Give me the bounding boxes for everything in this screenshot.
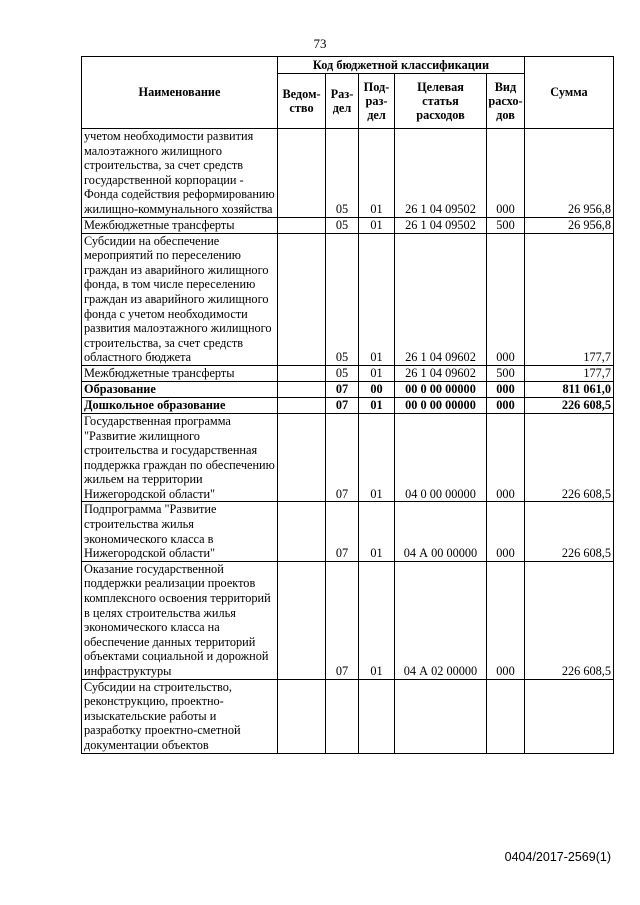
cell-razdel: 05 (326, 217, 359, 233)
table-row (82, 365, 614, 381)
cell-name: Субсидии на строительство, реконструкцию, проектно-изыскательские работы и разработку проектно-сметной документации объектов (82, 679, 278, 753)
cell-sum: 177,7 (525, 365, 614, 381)
cell-tselevaya: 26 1 04 09602 (395, 365, 487, 381)
cell-name: Межбюджетные трансферты (82, 365, 278, 381)
table-row (82, 413, 614, 502)
table-row (82, 561, 614, 679)
header-razdel: Раз- дел (326, 74, 359, 129)
cell-sum: 26 956,8 (525, 129, 614, 218)
table-header (82, 57, 614, 129)
cell-vid (487, 679, 525, 753)
cell-vedomstvo (278, 365, 326, 381)
cell-name: Подпрограмма "Развитие строительства жилья экономического класса в Нижегородской области" (82, 502, 278, 561)
table-row (82, 129, 614, 218)
cell-podrazdel (359, 679, 395, 753)
budget-table (81, 56, 614, 754)
cell-podrazdel: 01 (359, 233, 395, 365)
cell-vedomstvo (278, 561, 326, 679)
cell-razdel: 05 (326, 365, 359, 381)
cell-razdel: 07 (326, 397, 359, 413)
cell-name: Субсидии на обеспечение мероприятий по переселению граждан из аварийного жилищного фонда, в том числе переселению граждан из аварийного жилищного фонда с учетом необходимости развития малоэтажного жилищного строительства, за счет средств областного бюджета (82, 233, 278, 365)
cell-vid: 000 (487, 561, 525, 679)
cell-podrazdel: 01 (359, 129, 395, 218)
header-name: Наименование (82, 57, 278, 129)
cell-sum: 26 956,8 (525, 217, 614, 233)
cell-tselevaya: 26 1 04 09602 (395, 233, 487, 365)
cell-razdel (326, 679, 359, 753)
cell-vedomstvo (278, 397, 326, 413)
cell-sum: 226 608,5 (525, 502, 614, 561)
cell-sum: 226 608,5 (525, 561, 614, 679)
table-row (82, 502, 614, 561)
cell-sum: 811 061,0 (525, 381, 614, 397)
cell-vid: 500 (487, 365, 525, 381)
cell-vid: 500 (487, 217, 525, 233)
header-sum: Сумма (525, 57, 614, 129)
cell-sum: 226 608,5 (525, 397, 614, 413)
table-row (82, 381, 614, 397)
cell-vedomstvo (278, 217, 326, 233)
document-code: 0404/2017-2569(1) (504, 850, 611, 864)
table-row (82, 217, 614, 233)
cell-name: учетом необходимости развития малоэтажного жилищного строительства, за счет средств государственной корпорации - Фонда содействия реформированию жилищно-коммунального хозяйства (82, 129, 278, 218)
cell-tselevaya: 04 А 00 00000 (395, 502, 487, 561)
cell-podrazdel: 01 (359, 217, 395, 233)
cell-razdel: 07 (326, 381, 359, 397)
cell-razdel: 07 (326, 561, 359, 679)
cell-vedomstvo (278, 381, 326, 397)
cell-name: Образование (82, 381, 278, 397)
cell-sum: 226 608,5 (525, 413, 614, 502)
header-podrazdel: Под- раз- дел (359, 74, 395, 129)
table-row (82, 233, 614, 365)
table-body (82, 129, 614, 754)
cell-podrazdel: 01 (359, 413, 395, 502)
header-vid: Вид расхо- дов (487, 74, 525, 129)
cell-razdel: 07 (326, 502, 359, 561)
cell-vedomstvo (278, 129, 326, 218)
cell-podrazdel: 00 (359, 381, 395, 397)
cell-tselevaya: 00 0 00 00000 (395, 381, 487, 397)
cell-vedomstvo (278, 413, 326, 502)
cell-vedomstvo (278, 502, 326, 561)
cell-tselevaya: 26 1 04 09502 (395, 217, 487, 233)
cell-sum (525, 679, 614, 753)
cell-vedomstvo (278, 679, 326, 753)
cell-vid: 000 (487, 381, 525, 397)
cell-name: Государственная программа "Развитие жилищного строительства и государственная поддержка граждан по обеспечению жильем на территории Нижегородской области" (82, 413, 278, 502)
cell-name: Межбюджетные трансферты (82, 217, 278, 233)
cell-podrazdel: 01 (359, 502, 395, 561)
header-classification: Код бюджетной классификации (278, 57, 525, 74)
table-row (82, 397, 614, 413)
cell-name: Дошкольное образование (82, 397, 278, 413)
cell-sum: 177,7 (525, 233, 614, 365)
cell-podrazdel: 01 (359, 561, 395, 679)
header-vedomstvo: Ведом- ство (278, 74, 326, 129)
cell-vid: 000 (487, 502, 525, 561)
cell-tselevaya: 04 А 02 00000 (395, 561, 487, 679)
cell-tselevaya: 26 1 04 09502 (395, 129, 487, 218)
page-number: 73 (313, 36, 327, 51)
cell-vid: 000 (487, 397, 525, 413)
cell-name: Оказание государственной поддержки реализации проектов комплексного освоения территорий в целях строительства жилья экономического класса на обеспечение данных территорий объектами социальной и дорожной инфраструктуры (82, 561, 278, 679)
table-row (82, 679, 614, 753)
cell-tselevaya (395, 679, 487, 753)
cell-vid: 000 (487, 233, 525, 365)
header-tselevaya: Целевая статья расходов (395, 74, 487, 129)
cell-tselevaya: 00 0 00 00000 (395, 397, 487, 413)
cell-razdel: 05 (326, 129, 359, 218)
cell-podrazdel: 01 (359, 397, 395, 413)
cell-vid: 000 (487, 413, 525, 502)
cell-razdel: 05 (326, 233, 359, 365)
cell-razdel: 07 (326, 413, 359, 502)
cell-podrazdel: 01 (359, 365, 395, 381)
cell-vedomstvo (278, 233, 326, 365)
cell-tselevaya: 04 0 00 00000 (395, 413, 487, 502)
cell-vid: 000 (487, 129, 525, 218)
